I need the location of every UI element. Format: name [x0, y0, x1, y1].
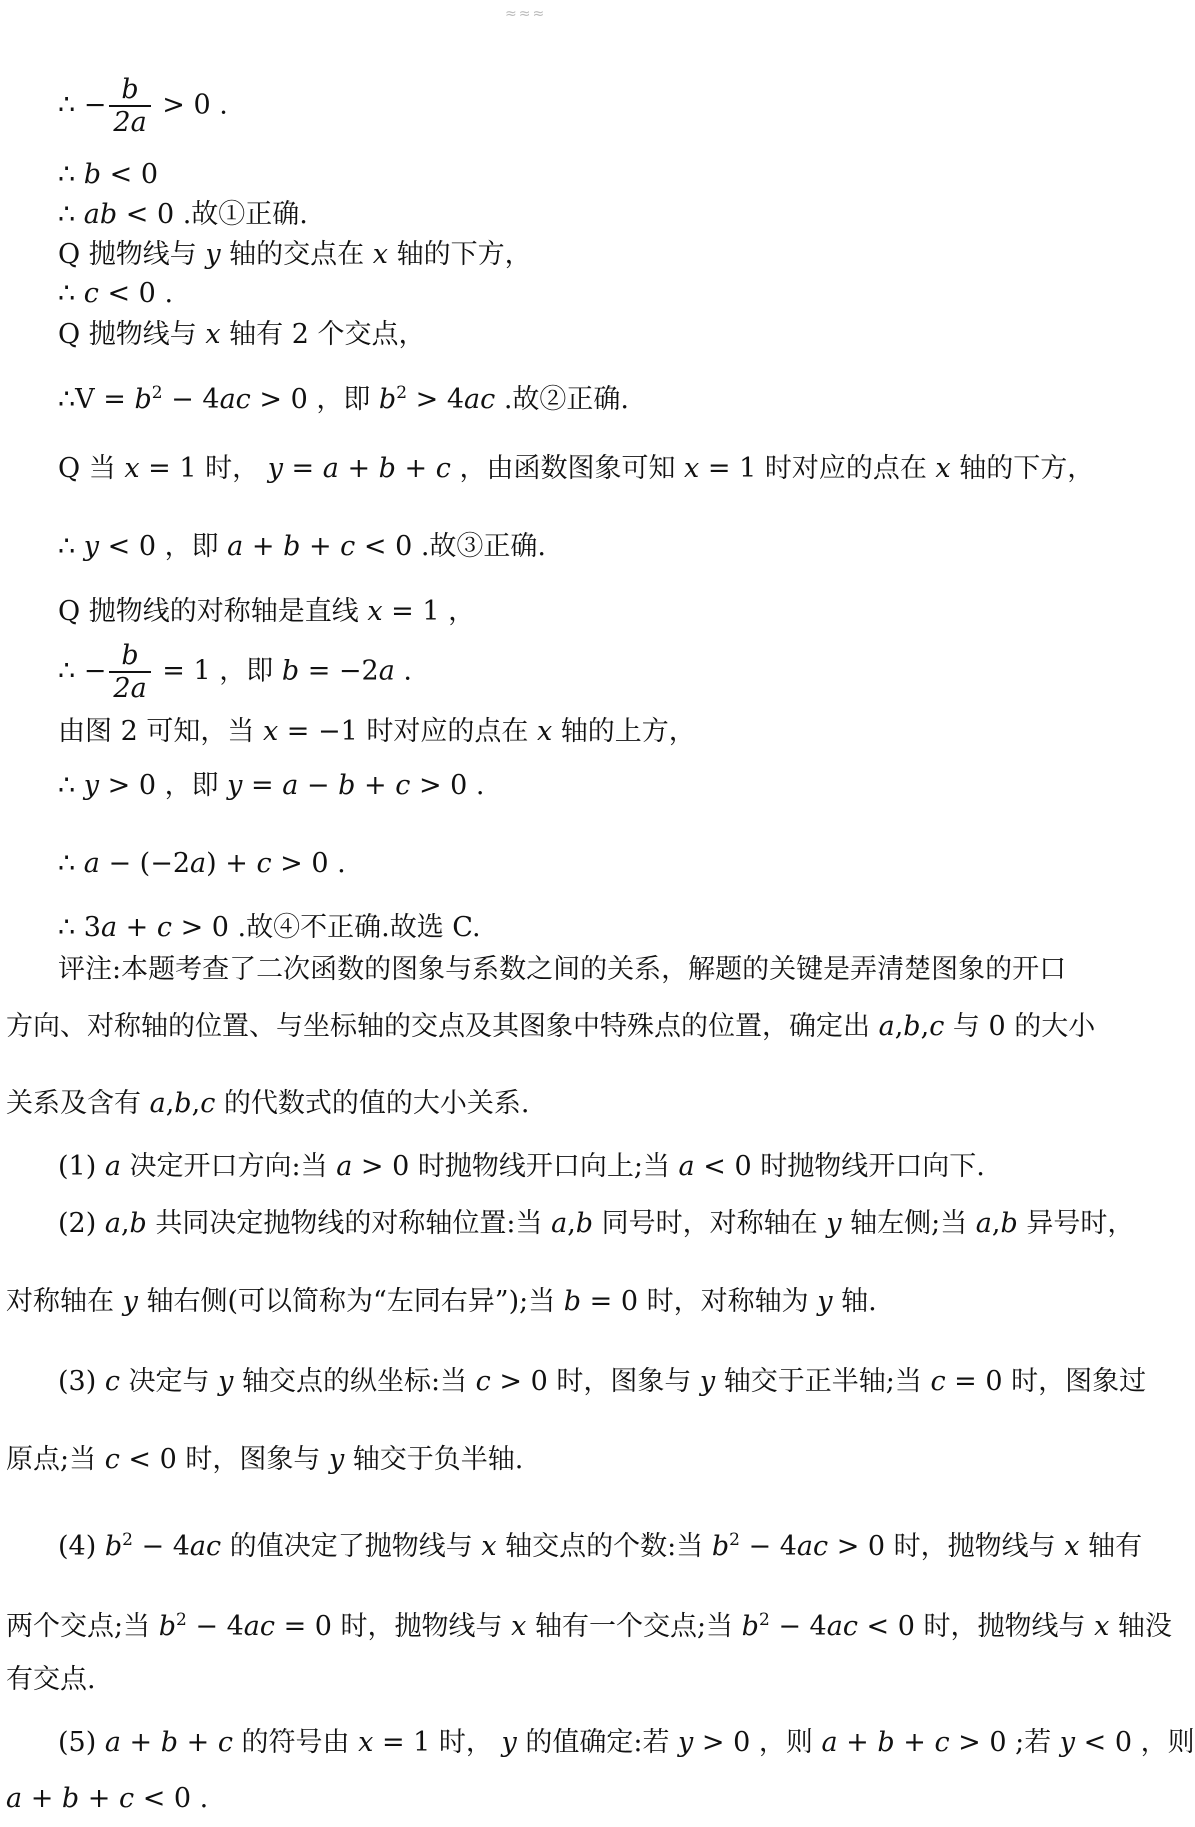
text-run: 对称轴在 [6, 1286, 123, 1317]
text-run: 轴的下方， [950, 453, 1095, 484]
text-run: , [191, 1088, 201, 1119]
math-variable: b [563, 1286, 582, 1317]
text-run: 轴的交点在 [220, 239, 373, 270]
text-run: . [394, 655, 412, 687]
text-run: < 0 . [98, 278, 174, 309]
text-run: < 0 . [134, 1783, 209, 1814]
math-variable: y [218, 1366, 234, 1397]
text-run: ∴ [58, 848, 84, 879]
text-run: 的符号由 [232, 1727, 359, 1758]
text-run: 有交点. [6, 1664, 96, 1695]
text-line [58, 198, 308, 232]
text-run: > 0 .故④不正确.故选 C. [171, 912, 481, 943]
fraction-numerator: b [121, 74, 139, 105]
text-run: + [837, 1727, 878, 1758]
text-run: 轴没 [1109, 1611, 1172, 1642]
text-line [58, 238, 532, 272]
text-run: + [300, 531, 341, 562]
text-run: − 4 [186, 1611, 244, 1642]
text-run: < 0 .故①正确. [117, 199, 308, 230]
text-run: ∴V = [58, 384, 135, 415]
math-variable: a [878, 1011, 895, 1042]
text-line [58, 911, 481, 945]
math-variable: a [100, 912, 118, 943]
text-run: > 0 时，抛物线与 [828, 1531, 1065, 1562]
math-variable: b [83, 159, 102, 190]
text-run: 由图 2 可知，当 [58, 716, 263, 747]
math-variable: c [340, 531, 356, 562]
math-variable: c [156, 912, 172, 943]
math-variable: b [378, 384, 397, 415]
text-line [58, 277, 173, 311]
math-variable: c [475, 1366, 491, 1397]
text-line [58, 74, 228, 138]
text-run: = 1 ， [382, 596, 476, 627]
fraction-denominator: 2a [109, 671, 150, 704]
text-run: > 0 时，图象与 [490, 1366, 700, 1397]
math-variable: a [104, 1208, 121, 1239]
math-variable: x [372, 239, 388, 270]
text-run: ∴ [58, 278, 84, 309]
text-line [58, 1726, 1195, 1760]
text-line [58, 769, 485, 803]
text-run: + [79, 1783, 119, 1814]
text-run: 同号时，对称轴在 [593, 1208, 827, 1239]
text-run: > 0 时抛物线开口向上;当 [352, 1151, 679, 1182]
math-variable: b [378, 453, 396, 484]
text-run: − 4 [132, 1531, 190, 1562]
text-run: + [894, 1727, 935, 1758]
text-line [6, 1285, 877, 1319]
text-line [6, 1010, 1095, 1044]
text-run: ∴ [58, 199, 84, 230]
math-variable: b [903, 1011, 921, 1042]
text-run: Q 抛物线的对称轴是直线 [58, 596, 368, 627]
math-variable: a [336, 1151, 353, 1182]
math-variable: a [551, 1208, 568, 1239]
math-variable: y [1059, 1727, 1076, 1758]
text-run: ∴ 3 [58, 912, 101, 943]
math-variable: b [741, 1611, 759, 1642]
math-variable: c [395, 770, 411, 801]
math-variable: x [684, 453, 700, 484]
math-variable: c [217, 1727, 233, 1758]
text-line [6, 1087, 529, 1121]
text-run: < 0 [101, 159, 159, 190]
text-run: > 0 ;若 [949, 1727, 1060, 1758]
text-run: < 0 .故③正确. [355, 531, 547, 562]
math-variable: c [119, 1783, 135, 1814]
math-exponent: 2 [729, 1530, 740, 1550]
math-exponent: 2 [122, 1530, 133, 1550]
text-run: = 0 时，抛物线与 [275, 1611, 512, 1642]
text-run: = [282, 453, 323, 484]
text-run: = 1 时， [139, 453, 268, 484]
text-run: ) + [206, 848, 257, 879]
math-variable: x [124, 453, 140, 484]
math-variable: b [877, 1727, 895, 1758]
text-run: Q 抛物线与 [58, 319, 206, 350]
text-run: = −1 时对应的点在 [278, 716, 537, 747]
text-run: + [338, 453, 379, 484]
math-variable: a [227, 531, 244, 562]
text-run: 决定与 [119, 1366, 219, 1397]
watermark-top: ≈≈≈ [505, 6, 547, 22]
text-run: 两个交点;当 [6, 1611, 159, 1642]
math-variable: x [481, 1531, 497, 1562]
text-run: 轴交于正半轴;当 [715, 1366, 931, 1397]
text-run: 异号时， [1017, 1208, 1135, 1239]
text-run: = 0 时，对称轴为 [581, 1286, 818, 1317]
text-run: = [242, 770, 283, 801]
text-line [58, 318, 425, 352]
text-line [58, 847, 346, 881]
text-run: , [894, 1011, 904, 1042]
math-variable: ac [826, 1611, 858, 1642]
text-run: (3) [58, 1366, 105, 1397]
text-line [58, 595, 475, 629]
math-variable: ac [243, 1611, 275, 1642]
text-run: > 4 [407, 384, 465, 415]
text-run: (2) [58, 1208, 105, 1239]
math-variable: b [338, 770, 356, 801]
math-variable: x [1064, 1531, 1080, 1562]
text-run: 轴有一个交点;当 [526, 1611, 742, 1642]
math-variable: c [83, 278, 99, 309]
text-run: = 1 时， [373, 1727, 502, 1758]
math-variable: c [104, 1366, 120, 1397]
fraction-numerator: b [121, 640, 139, 671]
text-run: > 0 . [271, 848, 346, 879]
text-run: 轴有 [1079, 1531, 1143, 1562]
text-line [6, 1443, 523, 1477]
math-variable: x [367, 596, 383, 627]
text-run: 轴交点的个数:当 [496, 1531, 712, 1562]
text-run: 轴的下方， [387, 239, 532, 270]
text-run: < 0 ，即 [99, 531, 228, 562]
text-run: , [567, 1208, 576, 1239]
math-variable: x [935, 453, 951, 484]
math-variable: b [281, 655, 300, 687]
text-run: > 0 ，即 [99, 770, 228, 801]
math-variable: ac [464, 384, 496, 415]
text-run: .故②正确. [495, 384, 629, 415]
math-variable: y [122, 1286, 138, 1317]
math-variable: y [205, 239, 221, 270]
fraction-denominator: 2a [109, 105, 150, 138]
math-variable: y [227, 770, 243, 801]
text-run: , [165, 1088, 175, 1119]
text-run: 轴有 2 个交点， [220, 319, 426, 350]
math-exponent: 2 [396, 383, 408, 403]
math-variable: a [190, 848, 207, 879]
text-run: − 4 [739, 1531, 797, 1562]
math-variable: y [501, 1727, 517, 1758]
math-variable: a [678, 1151, 695, 1182]
math-variable: x [511, 1611, 527, 1642]
math-variable: a [975, 1208, 992, 1239]
text-run: 与 0 的大小 [944, 1011, 1096, 1042]
math-variable: c [104, 1444, 120, 1475]
text-run: + [355, 770, 396, 801]
math-variable: y [267, 453, 283, 484]
math-variable: c [934, 1727, 950, 1758]
text-run: < 0 ，则 [1075, 1727, 1195, 1758]
text-run: , [120, 1208, 130, 1239]
text-line [58, 1207, 1134, 1241]
math-variable: c [929, 1011, 945, 1042]
text-run: > 0 . [153, 89, 228, 121]
math-variable: c [435, 453, 451, 484]
math-variable: b [1000, 1208, 1018, 1239]
math-exponent: 2 [758, 1610, 770, 1630]
text-line [58, 158, 158, 192]
math-variable: a [149, 1088, 166, 1119]
text-run: = 1 ，即 [153, 655, 282, 687]
text-run: ∴ [58, 531, 84, 562]
text-run: ∴ − [58, 655, 107, 687]
text-run: < 0 时，抛物线与 [857, 1611, 1095, 1642]
text-run: 轴左侧;当 [841, 1208, 976, 1239]
text-run: 关系及含有 [6, 1088, 150, 1119]
text-run: Q 当 [58, 453, 125, 484]
text-run: ∴ − [58, 89, 107, 121]
math-variable: b [104, 1531, 123, 1562]
math-fraction [109, 640, 150, 704]
text-run: 共同决定抛物线的对称轴位置:当 [146, 1208, 552, 1239]
math-variable: a [104, 1151, 121, 1182]
text-run: + [22, 1783, 62, 1814]
text-line [58, 715, 696, 749]
math-variable: b [174, 1088, 192, 1119]
text-run: − (−2 [99, 848, 190, 879]
math-variable: b [158, 1611, 176, 1642]
math-variable: a [821, 1727, 838, 1758]
text-run: + [178, 1727, 218, 1758]
text-run: + [243, 531, 284, 562]
text-line [6, 1603, 1172, 1644]
math-variable: a [322, 453, 339, 484]
text-run: (1) [58, 1151, 105, 1182]
math-exponent: 2 [151, 383, 163, 403]
text-run: ，由函数图象可知 [450, 453, 685, 484]
text-run: + [117, 912, 157, 943]
math-variable: y [83, 770, 100, 801]
math-variable: y [678, 1727, 694, 1758]
text-line [58, 1365, 1146, 1399]
text-line [58, 640, 412, 704]
math-variable: x [1094, 1611, 1110, 1642]
text-run: − [298, 770, 339, 801]
text-run: = 0 时，图象过 [945, 1366, 1147, 1397]
math-variable: b [711, 1531, 730, 1562]
math-variable: ac [796, 1531, 829, 1562]
math-variable: c [200, 1088, 216, 1119]
text-run: 轴交于负半轴. [344, 1444, 524, 1475]
text-line [58, 530, 546, 564]
math-variable: a [378, 655, 395, 687]
text-line [58, 376, 629, 417]
text-line [58, 1150, 985, 1184]
math-exponent: 2 [175, 1610, 187, 1630]
math-variable: ab [83, 199, 118, 230]
text-run: > 0 . [410, 770, 485, 801]
text-line [6, 1782, 208, 1816]
text-run: 轴. [832, 1286, 877, 1317]
math-variable: a [6, 1783, 23, 1814]
math-variable: ac [219, 384, 251, 415]
text-line [58, 452, 1094, 486]
text-run: 原点;当 [6, 1444, 105, 1475]
text-line [58, 953, 1066, 987]
math-variable: x [262, 716, 279, 747]
text-run: + [120, 1727, 161, 1758]
math-variable: b [61, 1783, 80, 1814]
text-run: − 4 [162, 384, 220, 415]
text-run: > 0 ，则 [693, 1727, 822, 1758]
text-run: (5) [58, 1727, 105, 1758]
text-run: , [991, 1208, 1001, 1239]
math-variable: b [129, 1208, 147, 1239]
text-run: 评注:本题考查了二次函数的图象与系数之间的关系，解题的关键是弄清楚图象的开口 [58, 954, 1067, 985]
math-variable: y [328, 1444, 345, 1475]
math-variable: y [817, 1286, 833, 1317]
text-run: 的值确定:若 [516, 1727, 679, 1758]
math-variable: a [104, 1727, 121, 1758]
text-line [6, 1663, 96, 1697]
math-variable: b [575, 1208, 594, 1239]
text-run: − 4 [769, 1611, 827, 1642]
text-run: , [920, 1011, 930, 1042]
text-run: = 1 时对应的点在 [699, 453, 936, 484]
text-run: 轴交点的纵坐标:当 [233, 1366, 476, 1397]
text-line [58, 1523, 1142, 1564]
math-variable: b [160, 1727, 179, 1758]
math-variable: x [358, 1727, 374, 1758]
text-run: ∴ [58, 159, 84, 190]
text-run: 的值决定了抛物线与 [221, 1531, 482, 1562]
text-run: + [395, 453, 436, 484]
text-run: 决定开口方向:当 [120, 1151, 337, 1182]
math-fraction [109, 74, 150, 138]
text-run: = −2 [299, 655, 379, 687]
math-variable: x [205, 319, 221, 350]
text-run: 方向、对称轴的位置、与坐标轴的交点及其图象中特殊点的位置，确定出 [6, 1011, 879, 1042]
math-variable: c [256, 848, 272, 879]
math-variable: ac [189, 1531, 222, 1562]
math-variable: x [536, 716, 553, 747]
text-run: ∴ [58, 770, 84, 801]
text-run: Q 抛物线与 [58, 239, 206, 270]
math-variable: y [699, 1366, 716, 1397]
math-variable: b [134, 384, 152, 415]
text-run: < 0 时抛物线开口向下. [694, 1151, 985, 1182]
math-variable: a [83, 848, 100, 879]
math-variable: c [930, 1366, 946, 1397]
math-variable: a [282, 770, 299, 801]
text-run: > 0 ，即 [250, 384, 379, 415]
text-run: (4) [58, 1531, 105, 1562]
text-run: 轴右侧(可以简称为“左同右异”);当 [137, 1286, 564, 1317]
text-run: 的代数式的值的大小关系. [215, 1088, 530, 1119]
text-run: < 0 时，图象与 [119, 1444, 329, 1475]
text-run: 轴的上方， [552, 716, 696, 747]
math-variable: y [83, 531, 100, 562]
math-variable: b [283, 531, 301, 562]
math-variable: y [826, 1208, 842, 1239]
